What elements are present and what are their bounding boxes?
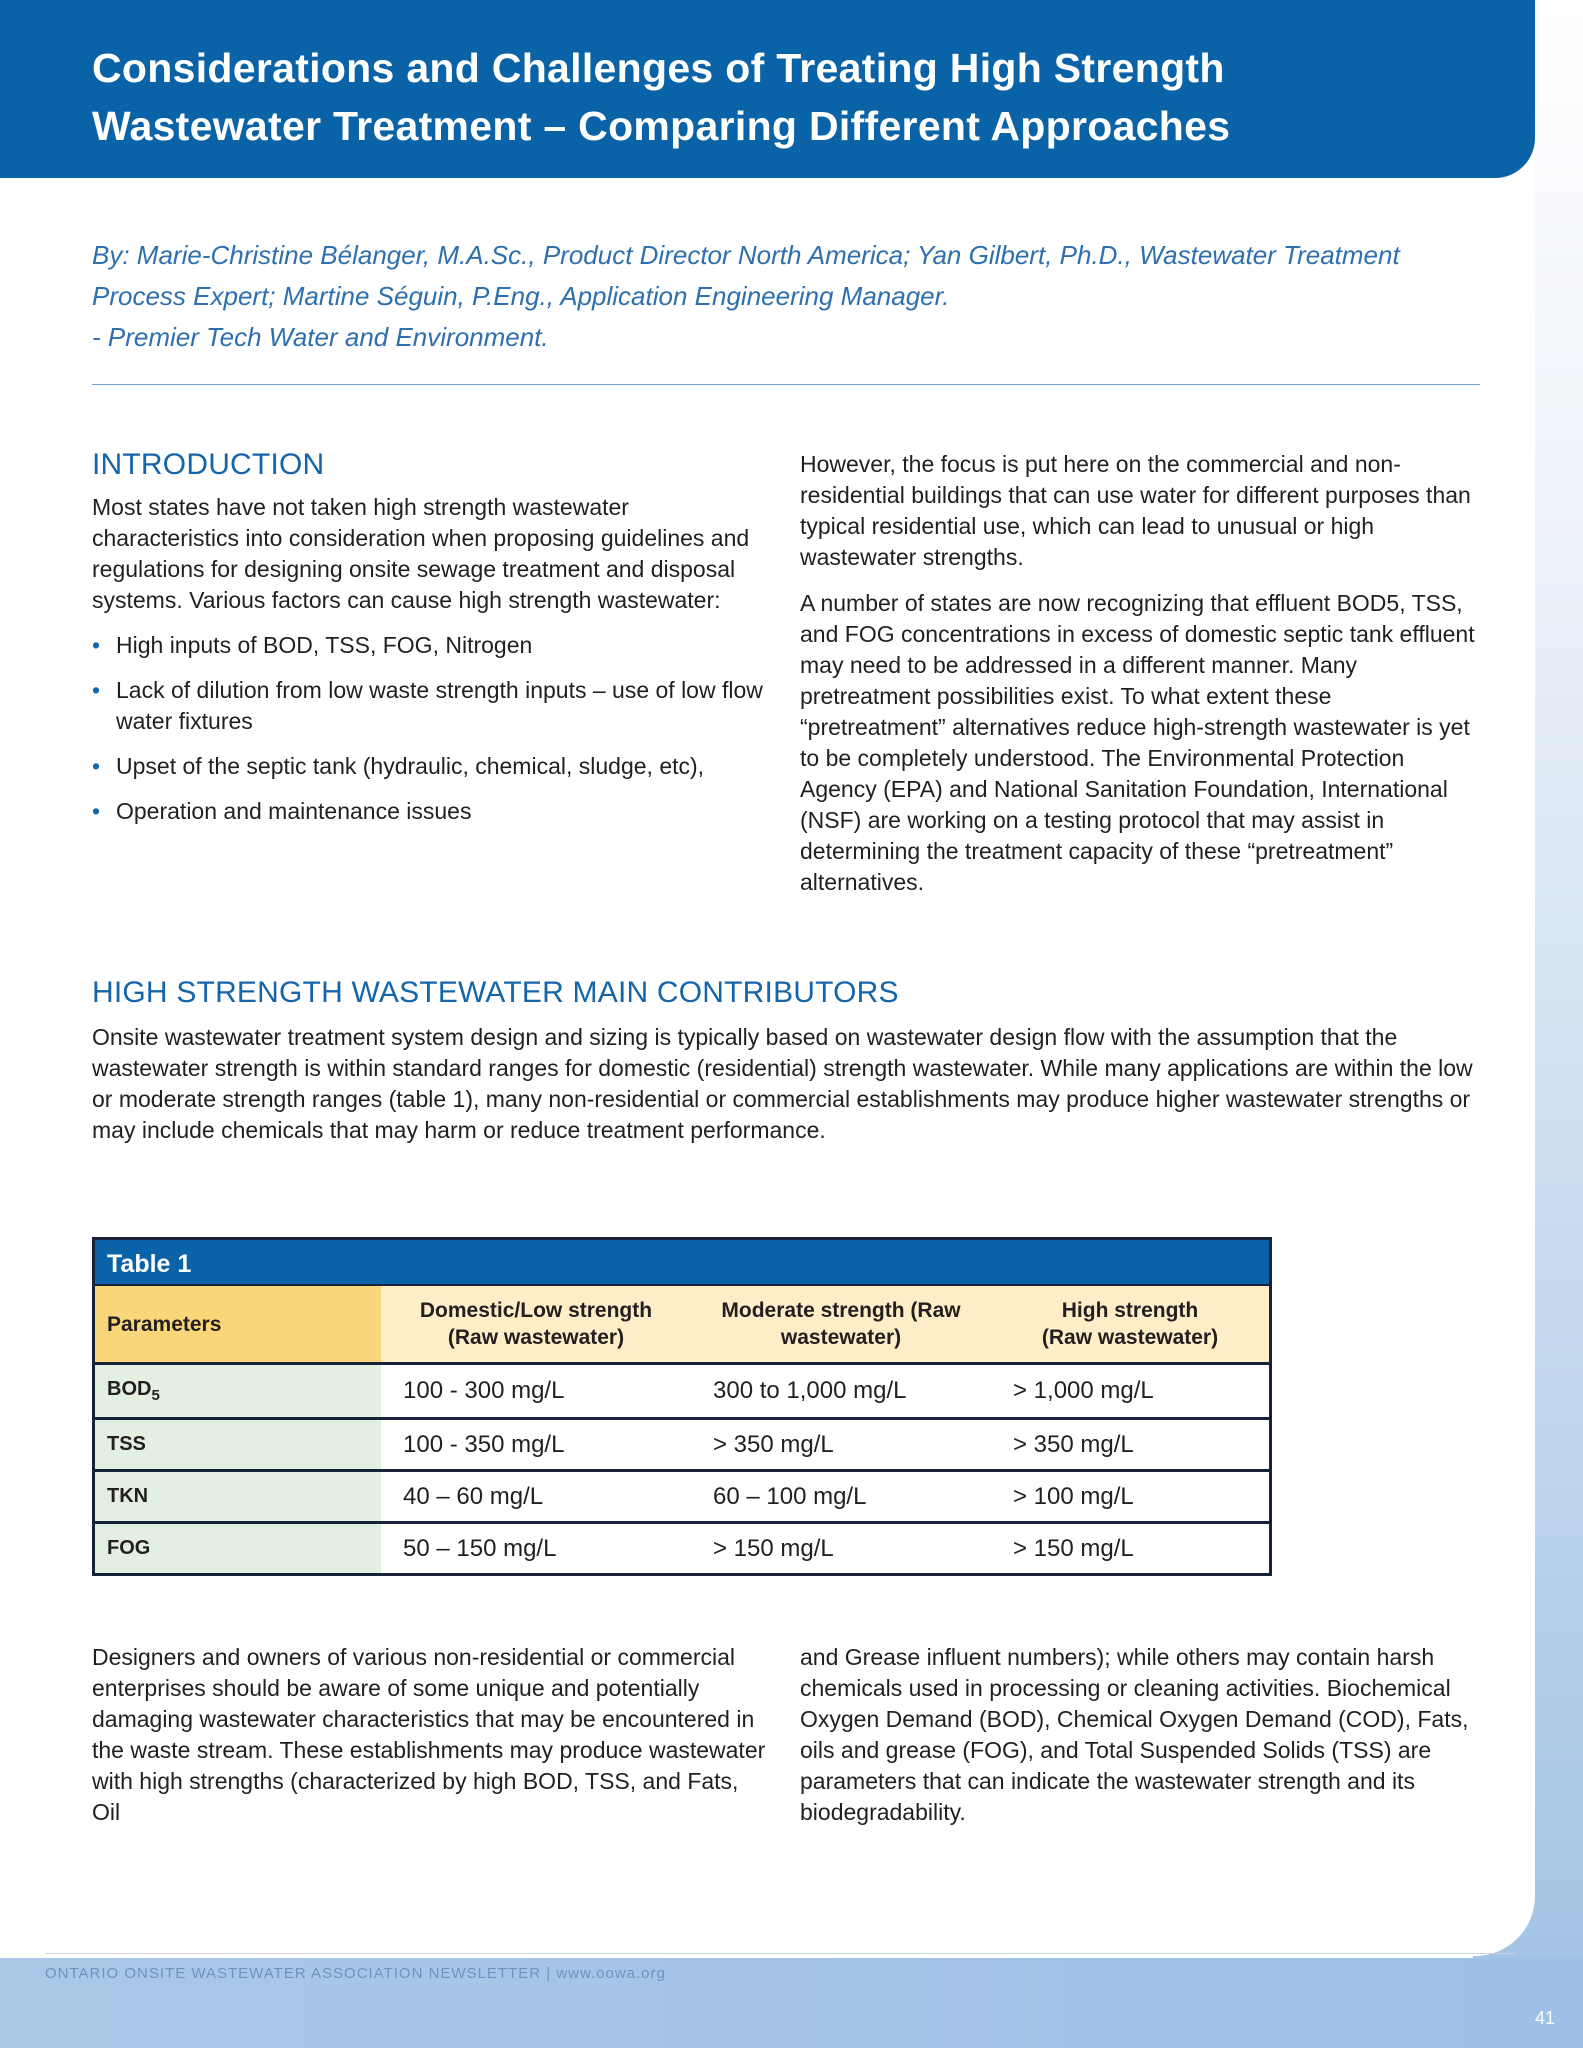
moderate-cell: > 150 mg/L — [691, 1523, 991, 1574]
bullet-icon: • — [92, 677, 101, 703]
closing-left-column: Designers and owners of various non-residential or commercial enterprises should be aware of some unique and potentially damaging wastewater characteristics that may be encountered in the waste stream. These establishments may produce wastewater with high strengths (characterized by high BOD, TSS, and Fats, Oil — [92, 1644, 766, 1825]
low-cell: 40 – 60 mg/L — [381, 1471, 691, 1523]
low-cell: 100 - 300 mg/L — [381, 1364, 691, 1419]
closing-right-column: and Grease influent numbers); while others may contain harsh chemicals used in processing or cleaning activities. Biochemical Oxygen Demand (BOD), Chemical Oxygen Demand (COD), Fats, oils and grease (FOG), and Total Suspended Solids (TSS) are parameters that can indicate the wastewater strength and its biodegradability. — [800, 1644, 1469, 1825]
high-cell: > 350 mg/L — [991, 1419, 1269, 1471]
param-cell: $BOD_5$ — [95, 1364, 381, 1419]
strength-table — [95, 1286, 1269, 1573]
header-parameters: Parameters — [95, 1286, 381, 1364]
table-row — [95, 1419, 1269, 1471]
bullet-icon: • — [92, 798, 101, 824]
byline-line-2: Process Expert; Martine Séguin, P.Eng., Application Engineering Manager. — [92, 281, 950, 311]
low-cell: 100 - 350 mg/L — [381, 1419, 691, 1471]
table-row — [95, 1523, 1269, 1574]
param-cell: TKN — [95, 1471, 381, 1523]
moderate-cell: 60 – 100 mg/L — [691, 1471, 991, 1523]
table-1 — [92, 1237, 1272, 1576]
intro-paragraph: Most states have not taken high strength wastewater characteristics into consideration when proposing guidelines and regulations for designing onsite sewage treatment and disposal systems. Various factors can cause high strength wastewater: — [92, 494, 750, 613]
moderate-cell: > 350 mg/L — [691, 1419, 991, 1471]
table-row — [95, 1364, 1269, 1419]
table-title: Table 1 — [95, 1240, 1269, 1286]
divider — [92, 384, 1480, 385]
param-cell: FOG — [95, 1523, 381, 1574]
low-cell: 50 – 150 mg/L — [381, 1523, 691, 1574]
header-high-strength: High strength (Raw wastewater) — [991, 1286, 1269, 1364]
list-item: • Operation and maintenance issues — [92, 796, 772, 827]
list-item: • Lack of dilution from low waste strength inputs – use of low flow water fixtures — [92, 677, 763, 734]
byline — [92, 235, 1472, 358]
list-item: • Upset of the septic tank (hydraulic, chemical, sludge, etc), — [92, 751, 772, 782]
article-title-line-1: Considerations and Challenges of Treating High Strength — [92, 45, 1225, 91]
high-cell: > 1,000 mg/L — [991, 1364, 1269, 1419]
footer-divider — [45, 1953, 1515, 1954]
intro-left-column — [92, 492, 772, 841]
bullet-icon: • — [92, 632, 101, 658]
intro-bullet-list — [92, 630, 772, 827]
byline-line-3: - Premier Tech Water and Environment. — [92, 322, 549, 352]
moderate-cell: 300 to 1,000 mg/L — [691, 1364, 991, 1419]
byline-line-1: By: Marie-Christine Bélanger, M.A.Sc., Product Director North America; Yan Gilbert, Ph.D., Wastewater Treatment — [92, 240, 1400, 270]
table-header-row — [95, 1286, 1269, 1364]
table-row — [95, 1471, 1269, 1523]
intro-right-paragraph-1: However, the focus is put here on the commercial and non-residential buildings that can use water for different purposes than typical residential use, which can lead to unusual or high wastewater strengths. — [800, 451, 1471, 570]
bullet-icon: • — [92, 753, 101, 779]
param-cell: TSS — [95, 1419, 381, 1471]
contributors-heading: HIGH STRENGTH WASTEWATER MAIN CONTRIBUTORS — [92, 976, 899, 1009]
high-cell: > 150 mg/L — [991, 1523, 1269, 1574]
title-bar — [0, 0, 1535, 178]
footer-text: ONTARIO ONSITE WASTEWATER ASSOCIATION NEWSLETTER | www.oowa.org — [45, 1965, 666, 1982]
list-item: • High inputs of BOD, TSS, FOG, Nitrogen — [92, 630, 772, 661]
contributors-paragraph: Onsite wastewater treatment system design and sizing is typically based on wastewater design flow with the assumption that the wastewater strength is within standard ranges for domestic (residential) strength wastewater. While many applications are within the low or moderate strength ranges (table 1), many non-residential or commercial establishments may produce higher wastewater strengths or may include chemicals that may harm or reduce treatment performance. — [92, 1024, 1473, 1143]
intro-right-column — [800, 449, 1475, 898]
intro-heading: INTRODUCTION — [92, 448, 325, 481]
header-low-strength: Domestic/Low strength (Raw wastewater) — [381, 1286, 691, 1364]
high-cell: > 100 mg/L — [991, 1471, 1269, 1523]
header-moderate-strength: Moderate strength (Raw wastewater) — [691, 1286, 991, 1364]
article-title-line-2: Wastewater Treatment – Comparing Different Approaches — [92, 103, 1231, 149]
intro-right-paragraph-2: A number of states are now recognizing that effluent BOD5, TSS, and FOG concentrations in excess of domestic septic tank effluent may need to be addressed in a different manner. Many pretreatment possibilities exist. To what extent these “pretreatment” alternatives reduce high-strength wastewater is yet to be completely understood. The Environmental Protection Agency (EPA) and National Sanitation Foundation, International (NSF) are working on a testing protocol that may assist in determining the treatment capacity of these “pretreatment” alternatives. — [800, 590, 1475, 895]
page-number: 41 — [1534, 2008, 1555, 2028]
